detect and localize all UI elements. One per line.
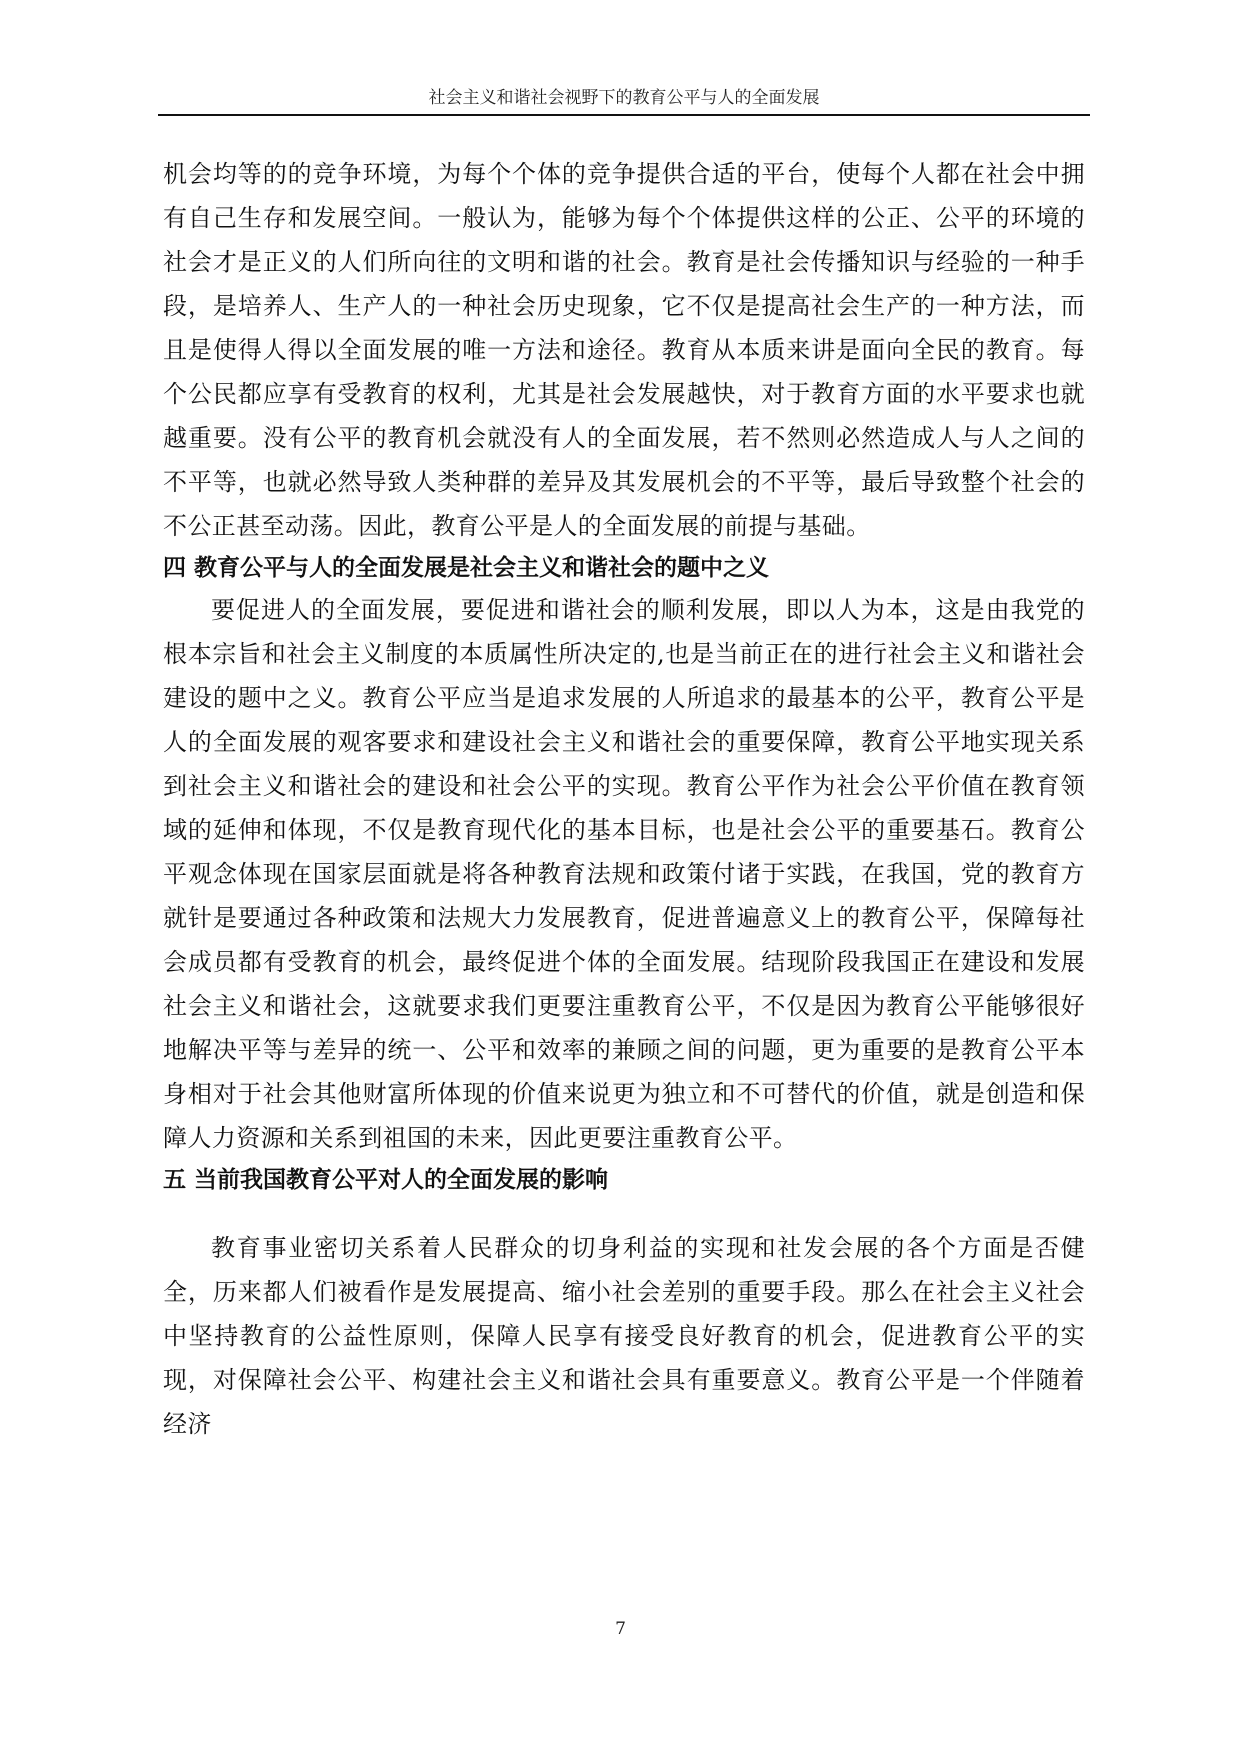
paragraph-section-5: 教育事业密切关系着人民群众的切身利益的实现和社发会展的各个方面是否健全，历来都人们被看作是发展提高、缩小社会差别的重要手段。那么在社会主义社会中坚持教育的公益性原则，保障人民享有接受良好教育的机会，促进教育公平的实现，对保障社会公平、构建社会主义和谐社会具有重要意义。教育公平是一个伴随着经济 [163, 1234, 1085, 1438]
document-body [163, 152, 1085, 1446]
paragraph-section-4: 要促进人的全面发展，要促进和谐社会的顺利发展，即以人为本，这是由我党的根本宗旨和社会主义制度的本质属性所决定的,也是当前正在的进行社会主义和谐社会建设的题中之义。教育公平应当是追求发展的人所追求的最基本的公平，教育公平是人的全面发展的观客要求和建设社会主义和谐社会的重要保障，教育公平地实现关系到社会主义和谐社会的建设和社会公平的实现。教育公平作为社会公平价值在教育领域的延伸和体现，不仅是教育现代化的基本目标，也是社会公平的重要基石。教育公平观念体现在国家层面就是将各种教育法规和政策付诸于实践，在我国，党的教育方就针是要通过各种政策和法规大力发展教育，促进普遍意义上的教育公平，保障每社会成员都有受教育的机会，最终促进个体的全面发展。结现阶段我国正在建设和发展社会主义和谐社会，这就要求我们更要注重教育公平，不仅是因为教育公平能够很好地解决平等与差异的统一、公平和效率的兼顾之间的问题，更为重要的是教育公平本身相对于社会其他财富所体现的价值来说更为独立和不可替代的价值，就是创造和保障人力资源和关系到祖国的未来，因此更要注重教育公平。 [163, 596, 1085, 1152]
section-heading-5: 五 当前我国教育公平对人的全面发展的影响 [163, 1167, 609, 1193]
section-heading-4: 四 教育公平与人的全面发展是社会主义和谐社会的题中之义 [163, 555, 770, 581]
running-header: 社会主义和谐社会视野下的教育公平与人的全面发展 [428, 88, 820, 108]
page-number: 7 [615, 1619, 626, 1639]
header-rule [158, 114, 1090, 116]
paragraph-continued: 机会均等的的竞争环境，为每个个体的竞争提供合适的平台，使每个人都在社会中拥有自己生存和发展空间。一般认为，能够为每个个体提供这样的公正、公平的环境的社会才是正义的人们所向往的文明和谐的社会。教育是社会传播知识与经验的一种手段，是培养人、生产人的一种社会历史现象，它不仅是提高社会生产的一种方法，而且是使得人得以全面发展的唯一方法和途径。教育从本质来讲是面向全民的教育。每个公民都应享有受教育的权利，尤其是社会发展越快，对于教育方面的水平要求也就越重要。没有公平的教育机会就没有人的全面发展，若不然则必然造成人与人之间的不平等，也就必然导致人类种群的差异及其发展机会的不平等，最后导致整个社会的不公正甚至动荡。因此，教育公平是人的全面发展的前提与基础。 [163, 160, 1085, 540]
spacer [163, 1200, 1085, 1226]
